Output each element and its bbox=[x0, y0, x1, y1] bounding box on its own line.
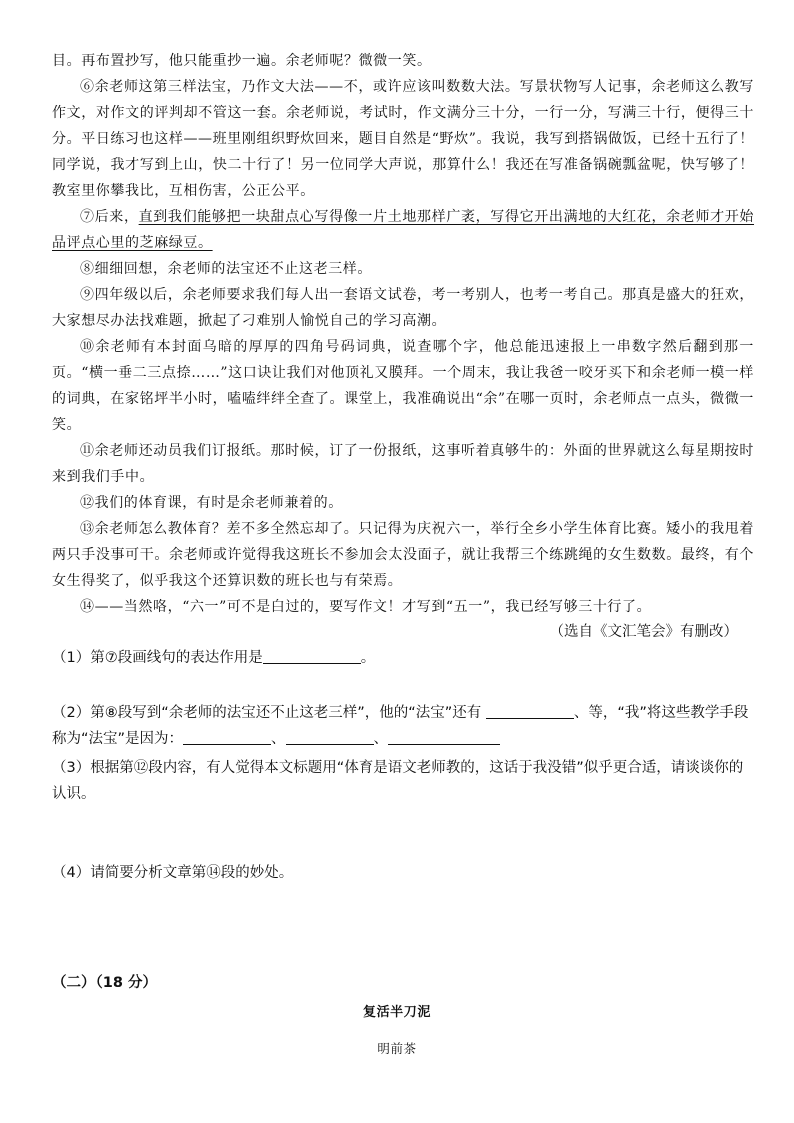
answer-blank-1[interactable] bbox=[263, 649, 361, 664]
paragraph-11: ⑪余老师还动员我们订报纸。那时候，订了一份报纸，这事听着真够牛的：外面的世界就这么每星期按时来到我们手中。 bbox=[52, 443, 754, 485]
article-author: 明前茶 bbox=[377, 1041, 417, 1056]
paragraph-10: ⑩余老师有本封面乌暗的厚厚的四角号码词典，说查哪个字，他总能迅速报上一串数字然后翻到那一页。“横一垂二三点捺……”这口诀让我们对他顶礼又膜拜。一个周末，我让我爸一咬牙买下和余老师一模一样的词典，在家铭坪半小时，嗑嗑绊绊全查了。课堂上，我准确说出“余”在哪一页时，余老师点一点头，微微一笑。 bbox=[52, 339, 754, 433]
question-2-sep-1: 、 bbox=[271, 731, 286, 747]
article-title: 复活半刀泥 bbox=[362, 1005, 431, 1020]
question-1 bbox=[52, 645, 754, 671]
reading-passage bbox=[52, 48, 754, 620]
passage-top-line: 目。再布置抄写，他只能重抄一遍。余老师呢？微微一笑。 bbox=[52, 53, 432, 69]
answer-blank-2d[interactable] bbox=[388, 730, 500, 745]
answer-blank-2b[interactable] bbox=[183, 730, 271, 745]
answer-blank-2a[interactable] bbox=[486, 704, 574, 719]
question-2-sep-2: 、 bbox=[373, 731, 389, 747]
paragraph-9: ⑨四年级以后，余老师要求我们每人出一套语文试卷，考一考别人，也考一考自己。那真是盛大的狂欢，大家想尽办法找难题，掀起了刁难别人愉悦自己的学习高潮。 bbox=[52, 287, 754, 329]
question-3: （3）根据第⑫段内容，有人觉得本文标题用“体育是语文老师教的，这话于我没错”似乎更合适，请谈谈你的认识。 bbox=[52, 760, 744, 802]
paragraph-13: ⑬余老师怎么教体育？差不多全然忘却了。只记得为庆祝六一，举行全乡小学生体育比赛。矮小的我甩着两只手没事可干。余老师或许觉得我这班长不参加会太没面子，就让我帮三个练跳绳的女生数数。最终，有个女生得奖了，似乎我这个还算识数的班长也与有荣焉。 bbox=[52, 521, 754, 589]
section-heading: （二）（18 分） bbox=[52, 975, 157, 991]
paragraph-6: ⑥余老师这第三样法宝，乃作文大法——不，或许应该叫数数大法。写景状物写人记事，余老师这么教写作文，对作文的评判却不管这一套。余老师说，考试时，作文满分三十分，一行一分，写满三十行，便得三十分。平日练习也这样——班里刚组织野炊回来，题目自然是“野炊”。我说，我写到搭锅做饭，已经十五行了！同学说，我才写到上山，快二十行了！另一位同学大声说，那算什么！我还在写准备锅碗瓢盆呢，快写够了！教室里你攀我比，互相伤害，公正公平。 bbox=[52, 79, 754, 199]
question-1-text: （1）第⑦段画线句的表达作用是 bbox=[52, 650, 263, 666]
question-1-end: 。 bbox=[360, 650, 376, 666]
answer-blank-2c[interactable] bbox=[286, 730, 374, 745]
source-citation: （选自《文汇笔会》有删改） bbox=[549, 624, 738, 640]
paragraph-14: ⑭——当然咯，“六一”可不是白过的，要写作文！才写到“五一”，我已经写够三十行了。 bbox=[80, 599, 652, 615]
paragraph-12: ⑫我们的体育课，有时是余老师兼着的。 bbox=[80, 495, 343, 511]
paragraph-7 bbox=[52, 204, 754, 256]
question-2-text: （2）第⑧段写到“余老师的法宝还不止这老三样”，他的“法宝”还有 bbox=[52, 705, 482, 721]
question-4: （4）请简要分析文章第⑭段的妙处。 bbox=[52, 865, 294, 881]
paragraph-7-start: ⑦后来， bbox=[80, 209, 139, 225]
question-2 bbox=[52, 700, 754, 752]
paragraph-8: ⑧细细回想，余老师的法宝还不止这老三样。 bbox=[80, 261, 372, 277]
question-2-mid: 、等，“我”将这些教学手段称为“法宝”是因为： bbox=[52, 705, 749, 747]
paragraph-7-underlined-sentence: 直到我们能够把一块甜点心写得像一片土地那样广袤，写得它开出满地的大红花，余老师才开始品评点心里的芝麻绿豆。 bbox=[52, 209, 755, 251]
